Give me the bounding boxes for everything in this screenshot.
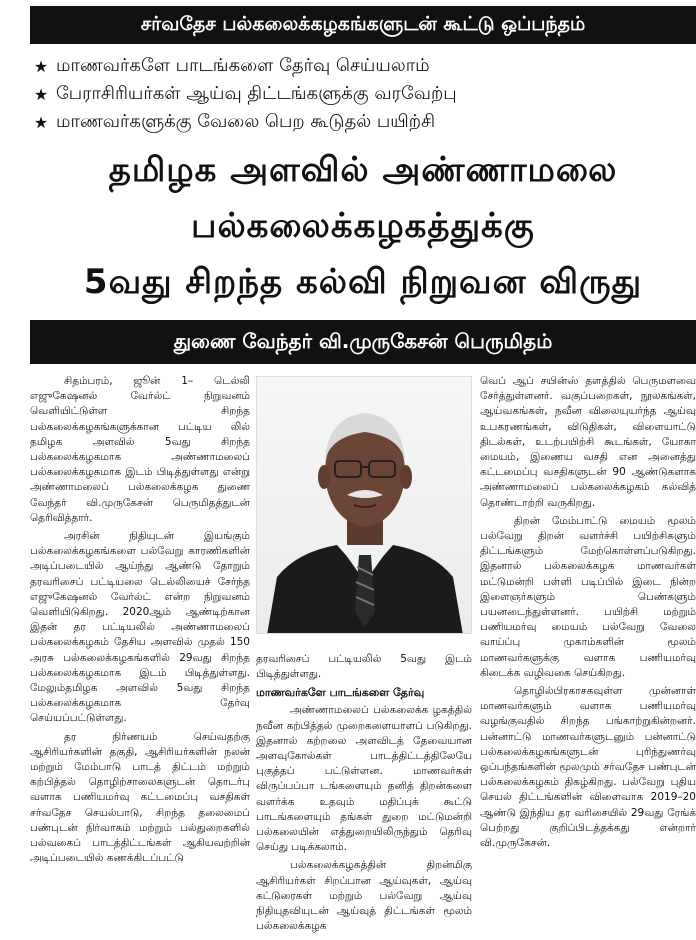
star-icon: ★ (33, 56, 49, 76)
bullet-text: மாணவர்களுக்கு வேலை பெற கூடுதல் பயிற்சி (56, 110, 436, 132)
bullet-item (30, 108, 696, 136)
top-banner: சர்வதேச பல்கலைக்கழகங்களுடன் கூட்டு ஒப்பந்தம் (30, 6, 696, 44)
headline (30, 142, 696, 310)
article-paragraph: அண்ணாமலைப் பல்கலைக்க ழகத்தில் நவீன கற்பித்தல் முறைகளையாளப் படுகிறது. இதனால் கற்றலை அளவிடத் தேவையான அளவுகோல்கள் பாடத்திட்டத்திலேயே புகுத்தப் பட்டுள்ளன. மாணவர்கள் விருப்பப்பா டங்களையும் தனித் திறன்களை வளர்க்க உதவும் மதிப்புக் கூட்டு பாடங்களையும் தங்கள் துறை மட்டுமன்றி பல்கலையின் எத்துறையிலிருந்தும் தெரிவு செய்து படிக்கலாம். (256, 704, 472, 854)
bullet-text: பேராசிரியர்கள் ஆய்வு திட்டங்களுக்கு வரவேற்பு (56, 82, 457, 104)
bullet-item (30, 80, 696, 108)
headline-line-2: பல்கலைக்கழகத்துக்கு (191, 206, 535, 246)
headline-line-3: 5வது சிறந்த கல்வி நிறுவன விருது (83, 262, 643, 302)
headline-line-1: தமிழக அளவில் அண்ணாமலை (108, 150, 618, 190)
section-subheading: மாணவர்களே பாடங்களை தேர்வு (256, 686, 425, 700)
article-paragraph: தொழில்பிரகாசகவுள்ள முன்னாள் மாணவர்களும் வளாக பணியமர்வு வழங்குவதில் சிறந்த பங்காற்றுகின்றனர். பன்னாட்டு மாணவர்களுடனும் பன்னாட்டு பல்கலைக்கழகங்களுடன் புரிந்துணர்வு ஒப்பந்தங்களின் மூலமும் சர்வதேச பண்புடன் பல்கலைக்கழகம் திகழ்கிறது. பல்வேறு புதிய செயல் திட்டங்களின் விளைவாக 2019–20 ஆண்டு இந்திய தர வரிசையில் 29வது ரேங்க் பெற்றது குறிப்பிடத்தக்கது என்றார் வி.முருகேசன். (480, 685, 696, 850)
bullet-text: மாணவர்களே பாடங்களை தேர்வு செய்யலாம் (56, 54, 430, 76)
bullet-item (30, 52, 696, 80)
article-column-2 (256, 652, 472, 936)
star-icon: ★ (33, 112, 49, 132)
star-icon: ★ (33, 84, 49, 104)
portrait-illustration (257, 377, 472, 634)
article-paragraph: அரசின் நிதியுடன் இயங்கும் பல்கலைக்கழகங்களை பல்வேறு காரணிகளின் அடிப்படையில் ஆய்ந்து ஆண்டு தோறும் தரவரிசைப் பட்டியலை டெல்லியைச் சேர்ந்த எஜுகேஷனல் வேர்ல்ட் என்ற நிறுவனம் வெளியிடுகிறது. 2020ஆம் ஆண்டிற்கான இதன் தர பட்டியலில் அண்ணாமலைப் பல்கலைக்கழகம் தேசிய அளவில் முதல் 150 அரசு பல்கலைக்கழகங்களில் 29வது சிறந்த பல்கலைக்கழகமாக இடம் பிடித்துள்ளது. மேலும்தமிழக அளவில் 5வது சிறந்த பல்கலைக்கழகமாக தேர்வு செய்யப்பட்டுள்ளது. (30, 530, 250, 725)
sub-banner: துணை வேந்தர் வி.முருகேசன் பெருமிதம் (30, 320, 696, 364)
article-paragraph: வெப் ஆப் சயின்ஸ் தளத்தில் பெருமளவை சேர்த்துள்ளனர். வகுப்பறைகள், நூலகங்கள், ஆய்வகங்கள், நவீன விலையுயர்ந்த ஆய்வு உபகரணங்கள், விடுதிகள், விளையாட்டு திடல்கள், உடற்பயிற்சி கூடங்கள், யோகா மையம், இணைய வசதி என அனைத்து கட்டமைப்பு வசதிகளுடன் 90 ஆண்டுகளாக அண்ணாமலைப் பல்கலைக்கழகம் கல்வித் தொண்டாற்றி வருகிறது. (480, 375, 696, 509)
article-paragraph: தரவரிசைப் பட்டியலில் 5வது இடம் பிடித்துள்ளது. (256, 653, 472, 681)
article-paragraph: பல்கலைக்கழகத்தின் திறன்மிகு ஆசிரியர்கள் சிறப்பான ஆய்வுகள், ஆய்வு கட்டுரைகள் மற்றும் பல்வேறு ஆய்வு நிதியுதவியுடன் ஆய்வுத் திட்டங்கள் மூலம் பல்கலைக்கழக (256, 859, 472, 933)
article-paragraph: தர நிர்ணயம் செய்வதற்கு ஆசிரியர்களின் தகுதி, ஆசிரியர்களின் நலன் மற்றும் மேம்பாடு பாடத் திட்டம் மற்றும் கற்பித்தல் தொழிற்சாலைகளுடன் தொடர்பு வளாக பணியமர்வு கட்டமைப்பு வசதிகள் சர்வதேச செயல்பாடு, சிறந்த தலைமைப் பண்புடன் நிர்வாகம் மற்றும் பல்துறைகளில் பல்வகைப் பாடத்திட்டங்கள் ஆகியவற்றின் அடிப்படையில் கணக்கிடப்பட்டு (30, 730, 250, 865)
article-column-3 (480, 374, 696, 936)
article-paragraph: சிதம்பரம், ஜூன் 1– டெல்லி எஜுகேஷனல் வேர்ல்ட் நிறுவனம் வெளியிட்டுள்ள சிறந்த பல்கலைக்கழகங்களுக்கான பட்டிய லில் தமிழக அளவில் 5வது சிறந்த பல்கலைக்கழகமாக அண்ணாமலைப் பல்கலைக்கழகமாக இடம் பிடித்துள்ளது என்று அண்ணாமலைப் பல்கலைக்கழக துணை வேந்தர் வி.முருகேசன் பெருமிதத்துடன் தெரிவித்தார். (30, 375, 250, 524)
bullet-list (30, 52, 696, 136)
portrait-photo (256, 376, 472, 634)
article-paragraph: திறன் மேம்பாட்டு மையம் மூலம் பல்வேறு திறன் வளர்ச்சி பயிற்சிகளும் திட்டங்களும் மேற்கொள்ளப்படுகிறது. இதனால் பல்கலைக்கழக மாணவர்கள் மட்டுமன்றி பள்ளி படிப்பில் இடை நின்ற இளைஞர்களும் பெண்களும் பயனடைந்துள்ளனர். பயிற்சி மற்றும் பணியமர்வு மையம் பல்வேறு வேலை வாய்ப்பு முகாம்களின் மூலம் மாணவர்களுக்கு வளாக பணியமர்வு கிடைக்க வழிவகை செய்கிறது. (480, 514, 696, 679)
article-column-1 (30, 374, 250, 936)
